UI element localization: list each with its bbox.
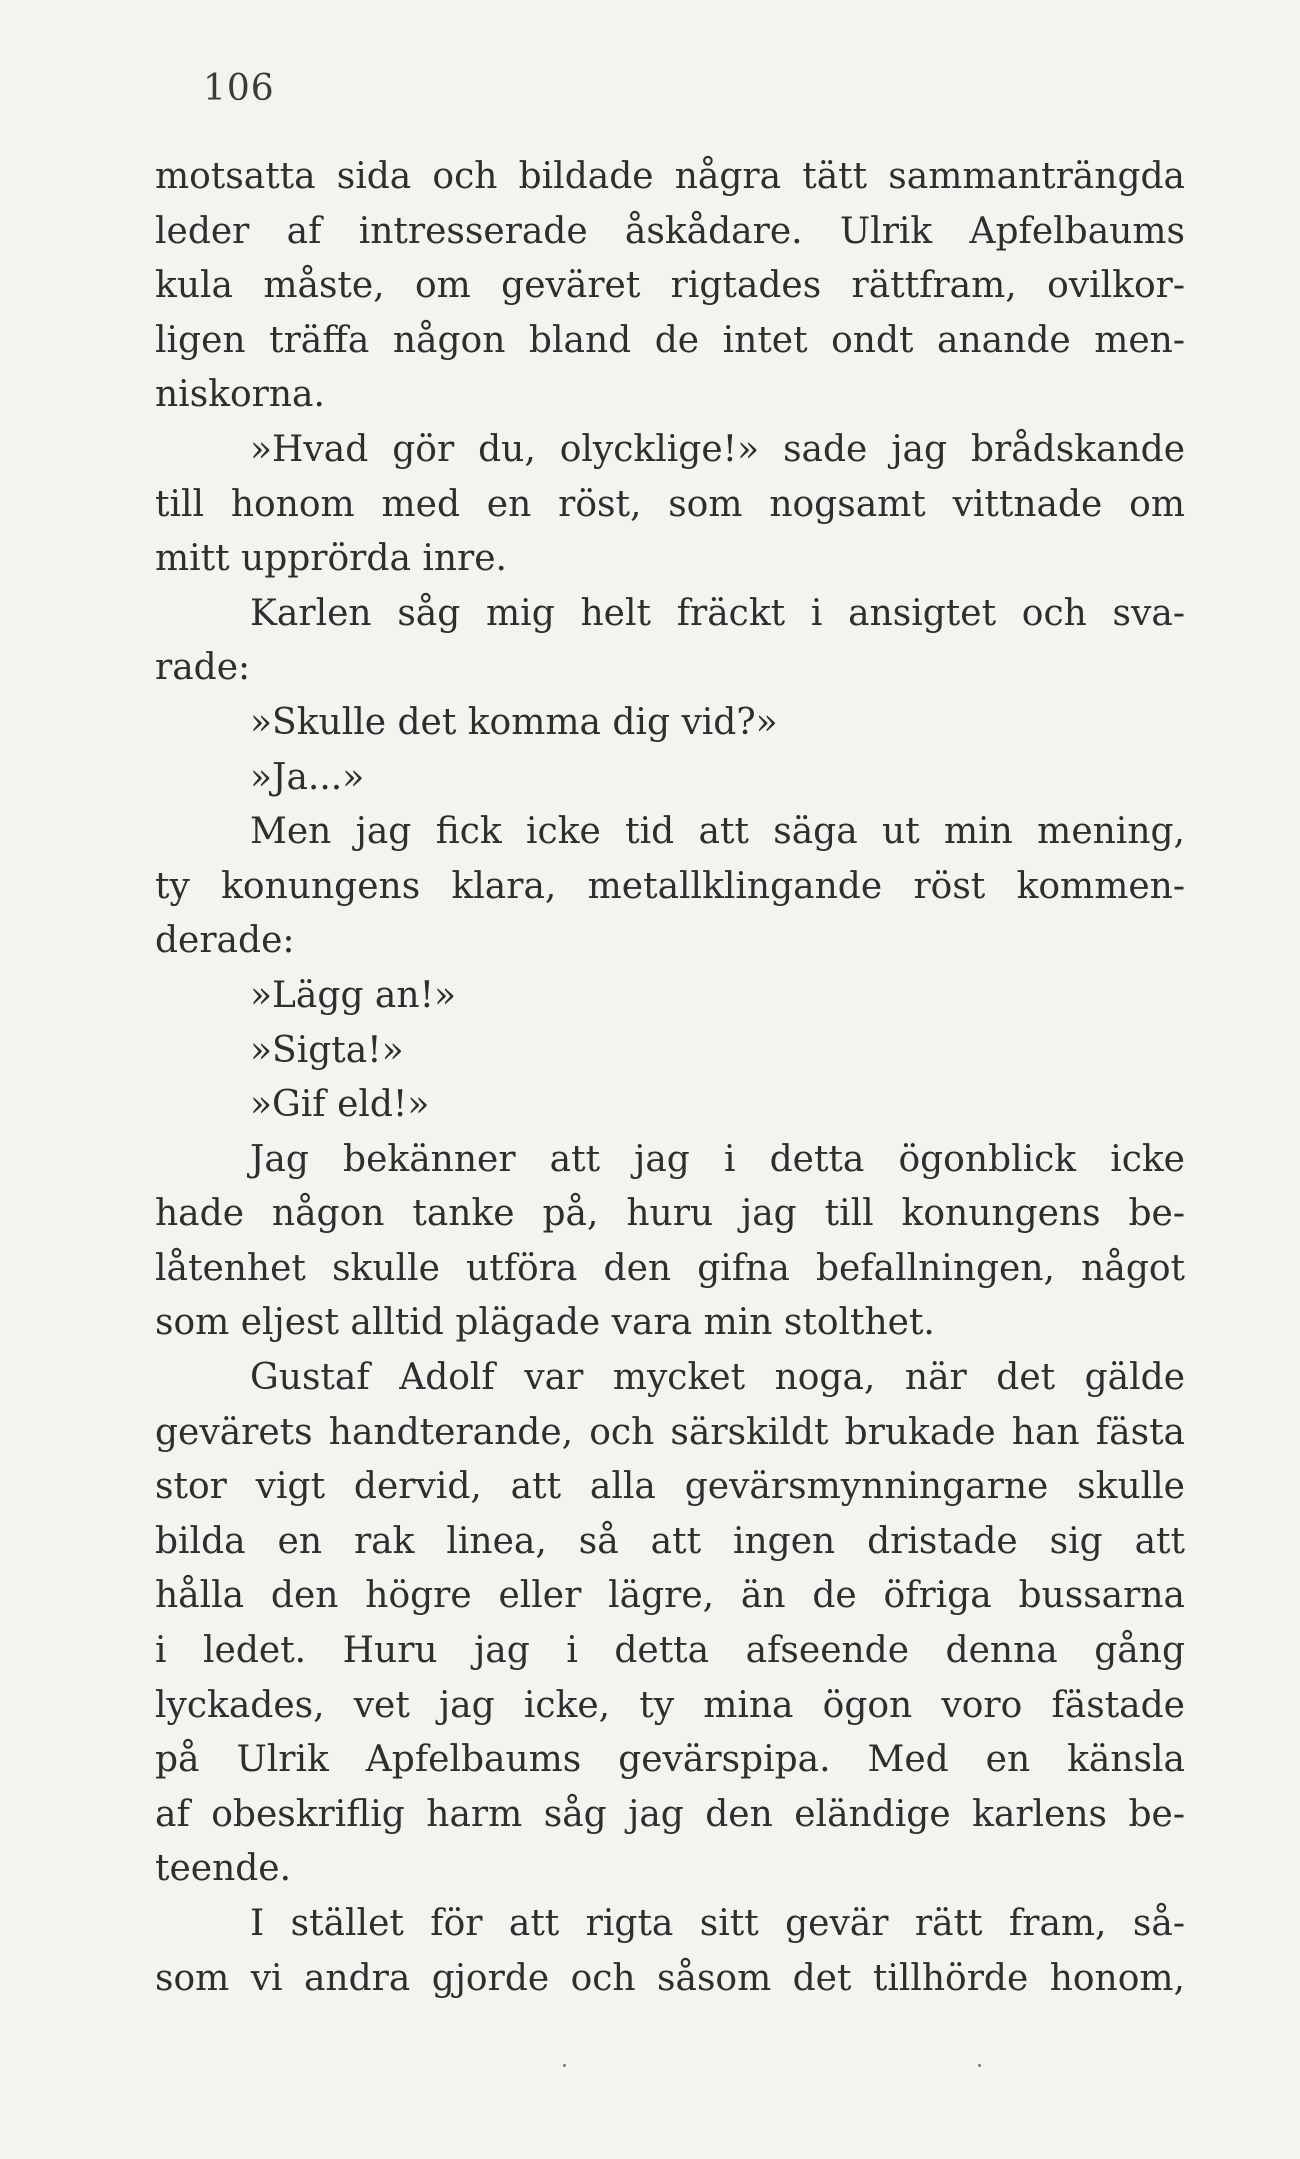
text-line: på Ulrik Apfelbaums gevärspipa. Med en känsla xyxy=(155,1739,1185,1781)
text-line: »Ja...» xyxy=(250,756,365,798)
text-line: derade: xyxy=(155,920,295,962)
text-line: bilda en rak linea, så att ingen dristade sig att xyxy=(155,1520,1185,1562)
text-line: Karlen såg mig helt fräckt i ansigtet och sva- xyxy=(250,592,1185,634)
text-line: Jag bekänner att jag i detta ögonblick icke xyxy=(250,1138,1185,1180)
text-line: Men jag fick icke tid att säga ut min mening, xyxy=(250,811,1185,853)
text-line: »Lägg an!» xyxy=(250,974,457,1016)
page-number: 106 xyxy=(203,68,275,109)
body-text xyxy=(155,150,1185,2006)
text-line: ligen träffa någon bland de intet ondt anande men- xyxy=(155,319,1185,361)
text-line: ty konungens klara, metallklingande röst kommen- xyxy=(155,865,1185,907)
text-line: som vi andra gjorde och såsom det tillhörde honom, xyxy=(155,1957,1185,1999)
print-speck xyxy=(563,2064,566,2067)
text-line: som eljest alltid plägade vara min stolthet. xyxy=(155,1302,935,1344)
text-line: gevärets handterande, och särskildt brukade han fästa xyxy=(155,1411,1185,1453)
text-line: i ledet. Huru jag i detta afseende denna gång xyxy=(155,1630,1185,1672)
text-line: »Sigta!» xyxy=(250,1029,404,1071)
text-line: »Skulle det komma dig vid?» xyxy=(250,701,778,743)
text-line: teende. xyxy=(155,1848,292,1890)
text-line: lyckades, vet jag icke, ty mina ögon voro fästade xyxy=(155,1684,1185,1726)
text-line: hade någon tanke på, huru jag till konungens be- xyxy=(155,1193,1185,1235)
text-line: kula måste, om geväret rigtades rättfram, ovilkor- xyxy=(155,265,1185,307)
text-line: motsatta sida och bildade några tätt sammanträngda xyxy=(155,156,1185,197)
text-line: leder af intresserade åskådare. Ulrik Apfelbaums xyxy=(155,210,1185,252)
text-line: »Gif eld!» xyxy=(250,1084,430,1126)
print-speck xyxy=(978,2064,981,2067)
text-line: niskorna. xyxy=(155,374,325,416)
text-line: Gustaf Adolf var mycket noga, när det gälde xyxy=(250,1357,1185,1399)
text-line: mitt upprörda inre. xyxy=(155,538,508,580)
text-line: låtenhet skulle utföra den gifna befallningen, något xyxy=(155,1247,1185,1289)
text-line: rade: xyxy=(155,647,251,689)
text-line: af obeskriflig harm såg jag den eländige karlens be- xyxy=(155,1793,1185,1835)
text-line: »Hvad gör du, olycklige!» sade jag brådskande xyxy=(250,428,1185,470)
text-line: I stället för att rigta sitt gevär rätt fram, så- xyxy=(250,1903,1185,1944)
text-line: hålla den högre eller lägre, än de öfriga bussarna xyxy=(155,1575,1185,1617)
text-line: till honom med en röst, som nogsamt vittnade om xyxy=(155,483,1185,525)
text-line: stor vigt dervid, att alla gevärsmynningarne skulle xyxy=(155,1466,1185,1508)
